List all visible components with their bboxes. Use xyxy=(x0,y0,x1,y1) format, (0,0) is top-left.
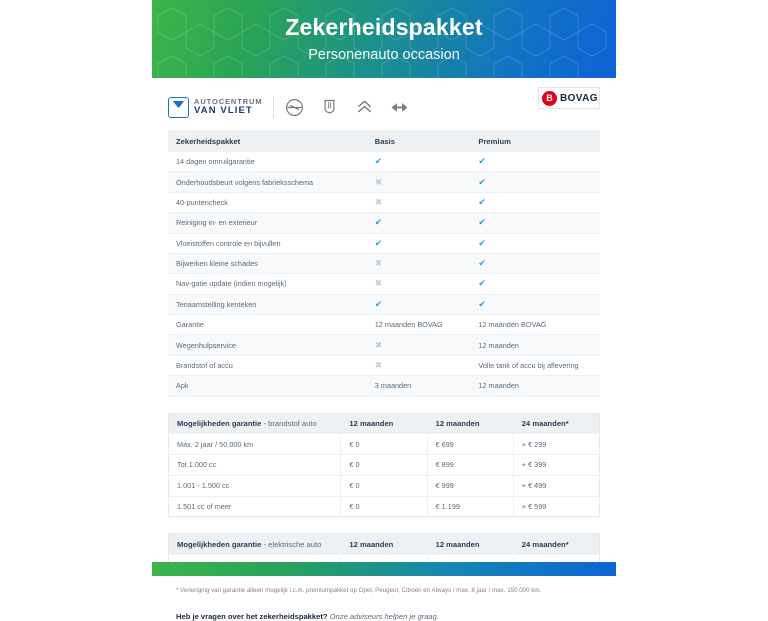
title-bold: Mogelijkheden garantie xyxy=(177,418,262,428)
price-premium: € 899 xyxy=(427,455,513,476)
col-header-basis: Basis xyxy=(367,130,471,152)
premium-value: 12 maanden xyxy=(470,335,600,355)
citroen-logo-icon xyxy=(354,97,375,118)
garantie-brandstof-table xyxy=(168,413,600,518)
feature-label: Vloeistoffen controle en bijvullen xyxy=(168,233,367,253)
cross-icon: ✖ xyxy=(374,278,383,289)
right-margin xyxy=(616,0,768,576)
footer-gradient-bar xyxy=(152,562,616,576)
row-label: Tot 1.000 cc xyxy=(169,455,341,476)
premium-value xyxy=(470,294,600,314)
premium-value: 12 maanden BOVAG xyxy=(470,315,600,335)
table-row xyxy=(168,152,600,172)
check-icon: ✔ xyxy=(478,196,486,207)
basis-value xyxy=(367,213,471,233)
left-margin xyxy=(0,0,152,576)
price-premium: € 999 xyxy=(427,475,513,496)
check-icon: ✔ xyxy=(478,258,486,269)
price-basis: € 0 xyxy=(341,455,427,476)
col-header-12-maanden-premium: 12 maanden xyxy=(427,413,513,434)
document-content xyxy=(152,78,616,621)
table-header-row xyxy=(169,413,600,434)
cross-icon: ✖ xyxy=(374,196,383,207)
basis-value xyxy=(367,233,471,253)
table-row xyxy=(169,496,600,517)
title-bold: Mogelijkheden garantie xyxy=(177,539,262,549)
feature-label: Apk xyxy=(168,376,367,396)
col-header-12-maanden-premium: 12 maanden xyxy=(427,534,513,555)
row-label: 1.501 cc of meer xyxy=(169,496,341,517)
premium-value xyxy=(470,253,600,273)
basis-value xyxy=(367,152,471,172)
price-basis: € 0 xyxy=(341,475,427,496)
opel-logo-icon xyxy=(284,97,305,118)
col-header-title xyxy=(169,534,341,555)
check-icon: ✔ xyxy=(478,156,486,167)
table-row xyxy=(168,294,600,314)
table-row xyxy=(168,335,600,355)
check-icon: ✔ xyxy=(478,176,486,187)
feature-label: Bijwerken kleine schades xyxy=(168,253,367,273)
feature-label: 14 dagen omruilgarantie xyxy=(168,152,367,172)
basis-value xyxy=(367,294,471,314)
brand-wordmark xyxy=(194,98,263,116)
price-premium: € 699 xyxy=(427,434,513,455)
premium-value xyxy=(470,152,600,172)
table-row xyxy=(168,355,600,375)
page-subtitle: Personenauto occasion xyxy=(308,47,460,63)
feature-label: Onderhoudsbeurt volgens fabrieksschema xyxy=(168,172,367,192)
basis-value: 3 maanden xyxy=(367,376,471,396)
feature-label: Garantie xyxy=(168,315,367,335)
price-extension: + € 599 xyxy=(521,502,547,512)
premium-value xyxy=(470,213,600,233)
title-muted: - brandstof auto xyxy=(261,418,317,428)
table-row xyxy=(168,213,600,233)
check-icon: ✔ xyxy=(374,217,383,228)
basis-value xyxy=(367,274,471,294)
cta-answer: Onze adviseurs helpen je graag. xyxy=(329,611,439,621)
col-header-12-maanden-basis: 12 maanden xyxy=(341,534,427,555)
table-row xyxy=(169,455,600,476)
check-icon: ✔ xyxy=(478,217,486,228)
basis-value xyxy=(367,355,471,375)
col-header-feature: Zekerheidspakket xyxy=(168,130,367,152)
premium-value: 12 maanden xyxy=(470,376,600,396)
table-header-row xyxy=(169,534,600,555)
premium-value xyxy=(470,192,600,212)
check-icon: ✔ xyxy=(478,298,486,309)
brand-line-1: AUTOCENTRUM xyxy=(194,97,263,107)
logo-divider xyxy=(273,96,274,118)
feature-label: Wegenhulpservice xyxy=(168,335,367,355)
footnote: * Verlenging van garantie alleen mogelijk i.c.m. premiumpakket op Opel, Peugeot, Citroën en Always / max. 8 jaar / max. 150.000 km. xyxy=(176,586,542,594)
logo-row xyxy=(168,78,600,130)
header-banner xyxy=(152,0,616,78)
feature-label: Tenaamstelling kenteken xyxy=(168,294,367,314)
premium-value xyxy=(470,233,600,253)
table-header-row xyxy=(168,130,600,152)
price-premium: € 1.199 xyxy=(427,496,513,517)
premium-value xyxy=(470,172,600,192)
col-header-24-maanden: 24 maanden* xyxy=(513,534,599,555)
banner-text-block xyxy=(152,14,616,63)
brand-line-2: VAN VLIET xyxy=(194,104,253,116)
van-vliet-mark-icon xyxy=(168,97,189,118)
price-extension: + € 499 xyxy=(513,475,599,496)
price-extension: + € 299 xyxy=(513,434,599,455)
cross-icon: ✖ xyxy=(374,339,383,350)
spacer xyxy=(168,397,600,413)
table-row xyxy=(168,233,600,253)
check-icon: ✔ xyxy=(478,237,486,248)
feature-label: Brandstof of accu xyxy=(168,355,367,375)
table-row xyxy=(169,434,600,455)
check-icon: ✔ xyxy=(374,156,383,167)
table-row xyxy=(168,315,600,335)
cross-icon: ✖ xyxy=(374,359,383,370)
oem-logo-group xyxy=(284,97,410,118)
table-row xyxy=(168,253,600,273)
table-row xyxy=(169,475,600,496)
spacer xyxy=(168,517,600,533)
premium-value: Volle tank of accu bij aflevering xyxy=(470,355,600,375)
price-basis: € 0 xyxy=(341,496,427,517)
zekerheidspakket-table-body xyxy=(168,152,600,396)
feature-label: 40-puntencheck xyxy=(168,192,367,212)
price-extension: + € 399 xyxy=(513,455,599,476)
feature-label: Nav-gatie update (indien mogelijk) xyxy=(168,274,367,294)
table-row xyxy=(168,376,600,396)
row-label: Max. 2 jaar / 50.000 km xyxy=(169,434,341,455)
basis-value xyxy=(367,172,471,192)
col-header-premium: Premium xyxy=(470,130,600,152)
bovag-label: BOVAG xyxy=(560,92,598,104)
col-header-12-maanden-basis: 12 maanden xyxy=(341,413,427,434)
row-label: 1.001 - 1.500 cc xyxy=(169,475,341,496)
garantie-brandstof-body xyxy=(169,434,600,517)
bovag-badge-icon: B xyxy=(542,91,557,106)
autocentrum-van-vliet-logo xyxy=(168,97,263,118)
check-icon: ✔ xyxy=(374,237,383,248)
cta-question: Heb je vragen over het zekerheidspakket? xyxy=(176,611,328,621)
premium-value xyxy=(470,274,600,294)
basis-value xyxy=(367,192,471,212)
cross-icon: ✖ xyxy=(374,258,383,269)
feature-label: Reiniging in- en exterieur xyxy=(168,213,367,233)
contact-cta xyxy=(168,612,600,621)
basis-value xyxy=(367,253,471,273)
col-header-title xyxy=(169,413,341,434)
peugeot-logo-icon xyxy=(319,97,340,118)
basis-value xyxy=(367,335,471,355)
bovag-logo xyxy=(538,87,600,109)
check-icon: ✔ xyxy=(374,298,383,309)
table-row xyxy=(168,192,600,212)
check-icon: ✔ xyxy=(478,278,486,289)
always-logo-icon xyxy=(389,97,410,118)
basis-value: 12 maanden BOVAG xyxy=(367,315,471,335)
cross-icon: ✖ xyxy=(374,176,383,187)
price-basis: € 0 xyxy=(341,434,427,455)
col-header-24-maanden: 24 maanden* xyxy=(513,413,599,434)
table-row xyxy=(168,172,600,192)
zekerheidspakket-table xyxy=(168,130,600,397)
table-row xyxy=(168,274,600,294)
title-muted: - elektrische auto xyxy=(261,539,322,549)
page-title: Zekerheidspakket xyxy=(285,14,483,40)
